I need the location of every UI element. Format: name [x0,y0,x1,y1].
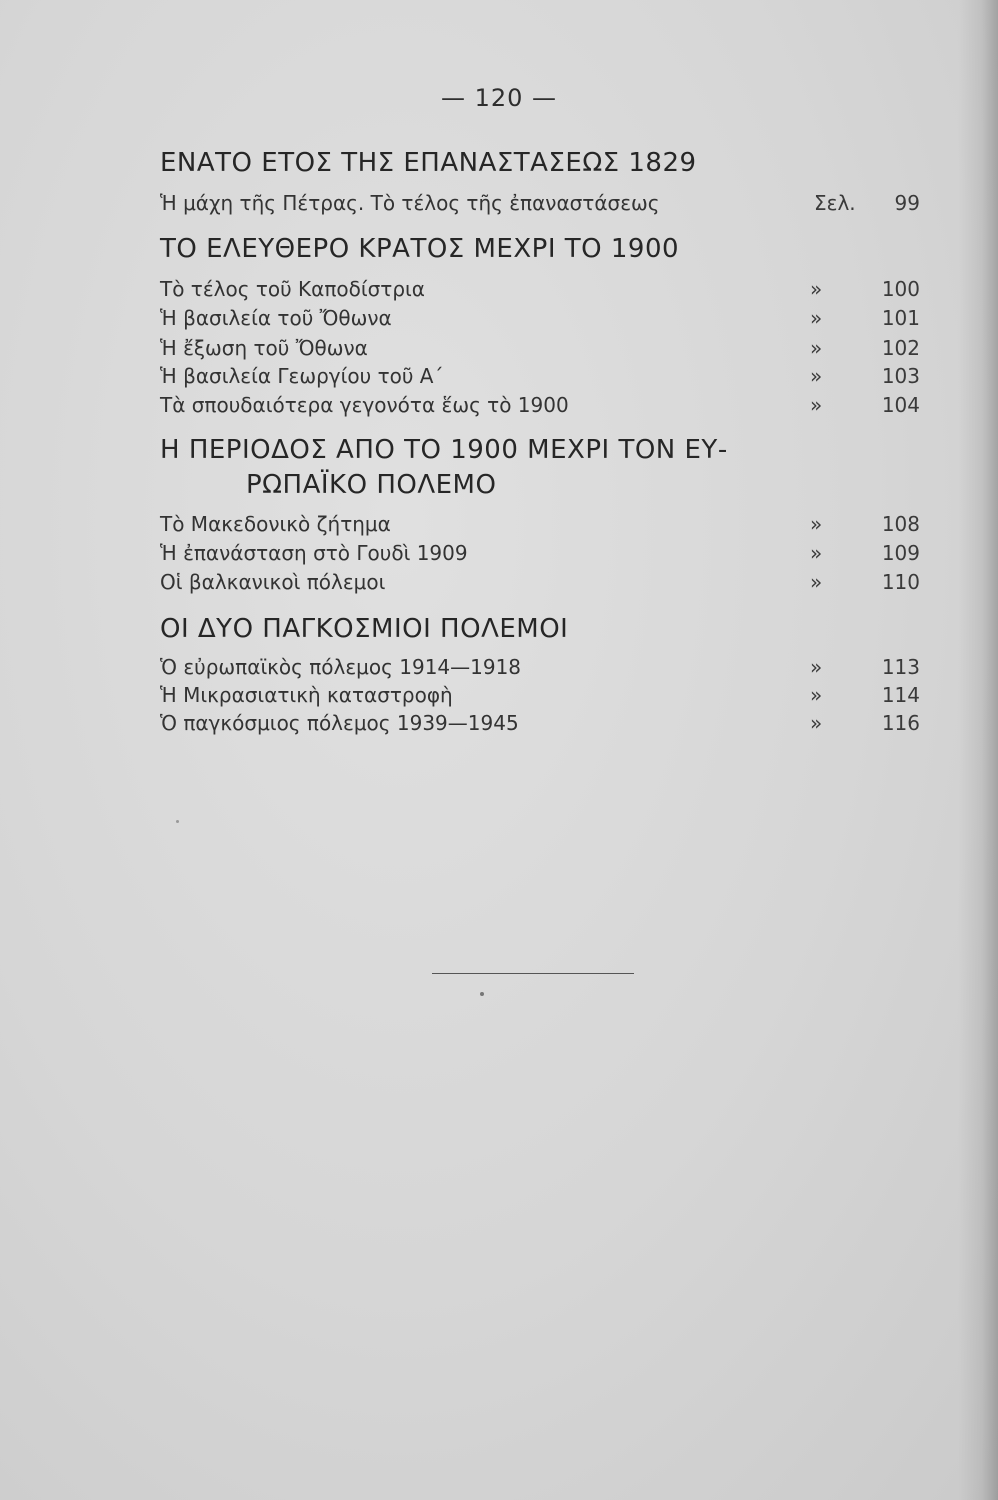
toc-entry-page: 104 [881,393,920,417]
toc-entry-label: Ἡ ἐπανάσταση στὸ Γουδὶ 1909 [160,541,468,565]
toc-entry-page: 103 [881,364,920,388]
ink-speck [480,992,484,996]
toc-entry-label: Τὸ Μακεδονικὸ ζήτημα [160,512,391,536]
toc-entry [160,393,920,421]
toc-entry-marker: » [810,655,823,679]
toc-entry [160,512,920,540]
toc-entry [160,655,920,683]
toc-entry-marker: » [810,393,823,417]
toc-entry-marker: » [810,336,823,360]
toc-entry-page: 116 [881,711,920,735]
toc-entry-page: 99 [894,191,920,215]
toc-entry [160,277,920,305]
toc-entry-label: Τὰ σπουδαιότερα γεγονότα ἕως τὸ 1900 [160,393,569,417]
toc-entry [160,191,920,219]
toc-entry-label: Ἡ βασιλεία Γεωργίου τοῦ Α΄ [160,364,444,388]
toc-entry-page: 102 [881,336,920,360]
toc-entry [160,364,920,392]
toc-entry-page: 100 [881,277,920,301]
toc-entry-label: Ἡ βασιλεία τοῦ Ὄθωνα [160,306,392,330]
toc-entry-marker: » [810,364,823,388]
page-edge-shadow [958,0,998,1500]
toc-entry [160,541,920,569]
toc-entry-label: Ὁ παγκόσμιος πόλεμος 1939—1945 [160,711,519,735]
end-rule [432,973,634,974]
toc-entry [160,683,920,711]
toc-entry-marker: » [810,512,823,536]
toc-entry-page: 114 [881,683,920,707]
toc-entry-marker: Σελ. [814,191,856,215]
toc-entry-marker: » [810,683,823,707]
toc-entry-label: Οἱ βαλκανικοὶ πόλεμοι [160,570,386,594]
section-title-world-wars: ΟΙ ΔΥΟ ΠΑΓΚΟΣΜΙΟΙ ΠΟΛΕΜΟΙ [160,614,569,644]
toc-entry-page: 101 [881,306,920,330]
toc-entry-label: Τὸ τέλος τοῦ Καποδίστρια [160,277,425,301]
toc-entry-marker: » [810,277,823,301]
toc-entry-marker: » [810,711,823,735]
section-title-period-1900-cont: ΡΩΠΑΪΚΟ ΠΟΛΕΜΟ [246,470,497,500]
section-title-ninth-year: ΕΝΑΤΟ ΕΤΟΣ ΤΗΣ ΕΠΑΝΑΣΤΑΣΕΩΣ 1829 [160,148,697,178]
toc-entry-marker: » [810,306,823,330]
page-number: — 120 — [440,84,558,112]
toc-entry-page: 109 [881,541,920,565]
toc-entry-page: 108 [881,512,920,536]
section-title-free-state: ΤΟ ΕΛΕΥΘΕΡΟ ΚΡΑΤΟΣ ΜΕΧΡΙ ΤΟ 1900 [160,234,680,264]
ink-speck [176,820,179,823]
toc-entry [160,570,920,598]
toc-entry-marker: » [810,570,823,594]
toc-entry-label: Ἡ μάχη τῆς Πέτρας. Τὸ τέλος τῆς ἐπαναστάσεως [160,191,660,215]
toc-entry-marker: » [810,541,823,565]
toc-entry-label: Ἡ ἔξωση τοῦ Ὄθωνα [160,336,368,360]
section-title-period-1900: Η ΠΕΡΙΟΔΟΣ ΑΠΟ ΤΟ 1900 ΜΕΧΡΙ ΤΟΝ ΕΥ- [160,435,728,465]
toc-entry-page: 110 [881,570,920,594]
toc-entry-page: 113 [881,655,920,679]
toc-entry-label: Ὁ εὐρωπαϊκὸς πόλεμος 1914—1918 [160,655,522,679]
toc-entry [160,306,920,334]
toc-entry-label: Ἡ Μικρασιατικὴ καταστροφὴ [160,683,453,707]
toc-entry [160,711,920,739]
toc-entry [160,336,920,364]
